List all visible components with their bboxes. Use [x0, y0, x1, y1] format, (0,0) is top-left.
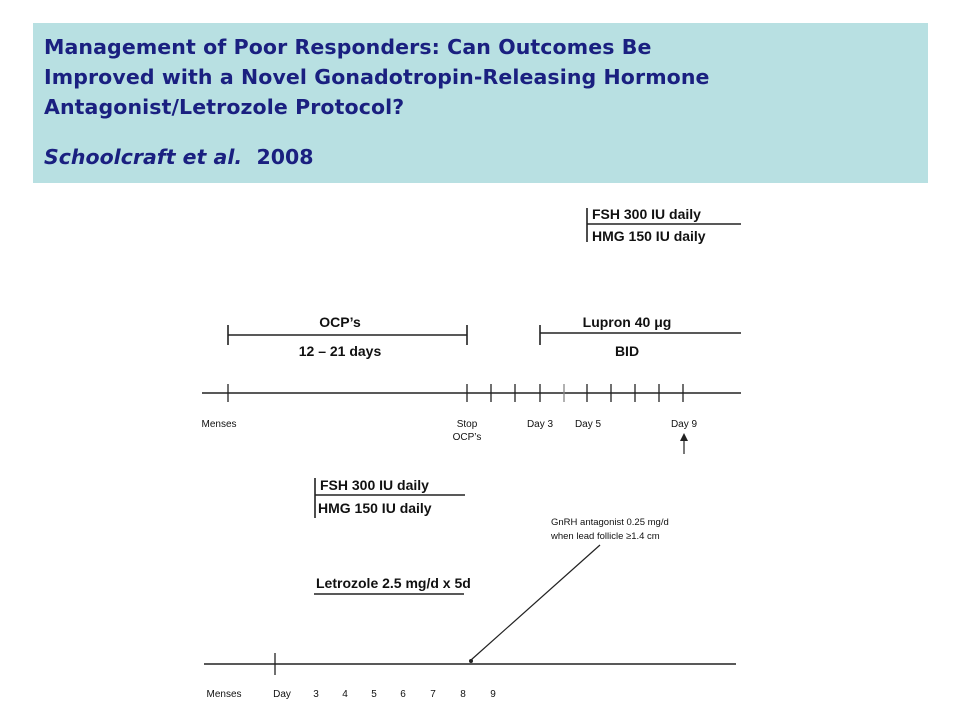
- bottom-tick-label-9: 9: [490, 689, 496, 700]
- top-tick-label-day3: Day 3: [526, 419, 554, 430]
- ocp-days-label: 12 – 21 days: [298, 343, 382, 359]
- bottom-tick-label-4: 4: [342, 689, 348, 700]
- citation-author: Schoolcraft et al.: [44, 145, 243, 169]
- bottom-hmg-label: HMG 150 IU daily: [318, 500, 432, 516]
- top-tick-label-menses: Menses: [201, 419, 237, 430]
- bottom-fsh-label: FSH 300 IU daily: [320, 477, 429, 493]
- top-tick-label-stop-ocps: OCP’s: [452, 432, 482, 443]
- bottom-tick-label-day: Day: [273, 689, 291, 700]
- antagonist-pointer-dot: [469, 659, 473, 663]
- antagonist-pointer: [471, 545, 600, 660]
- bottom-tick-label-5: 5: [371, 689, 377, 700]
- title-line-2: Improved with a Novel Gonadotropin-Releasing Hormone: [44, 65, 710, 89]
- lupron-label: Lupron 40 μg: [582, 314, 672, 330]
- bottom-tick-label-menses: Menses: [206, 689, 242, 700]
- bottom-tick-label-3: 3: [313, 689, 319, 700]
- bottom-tick-label-6: 6: [400, 689, 406, 700]
- antagonist-note-line-1: GnRH antagonist 0.25 mg/d: [551, 517, 669, 528]
- title-line-1: Management of Poor Responders: Can Outcomes Be: [44, 35, 652, 59]
- letrozole-label: Letrozole 2.5 mg/d x 5d: [316, 575, 471, 591]
- top-tick-label-day9: Day 9: [670, 419, 698, 430]
- top-tick-label-stop: Stop: [456, 419, 478, 430]
- day9-arrowhead: [680, 433, 688, 441]
- antagonist-note-line-2: when lead follicle ≥1.4 cm: [551, 531, 660, 542]
- top-tick-label-day5: Day 5: [574, 419, 602, 430]
- top-fsh-label: FSH 300 IU daily: [592, 206, 701, 222]
- lupron-freq-label: BID: [614, 343, 640, 359]
- top-hmg-label: HMG 150 IU daily: [592, 228, 706, 244]
- bottom-tick-label-7: 7: [430, 689, 436, 700]
- citation-year: 2008: [256, 145, 314, 169]
- ocp-label: OCP’s: [319, 314, 361, 330]
- title-line-3: Antagonist/Letrozole Protocol?: [44, 95, 405, 119]
- bottom-tick-label-8: 8: [460, 689, 466, 700]
